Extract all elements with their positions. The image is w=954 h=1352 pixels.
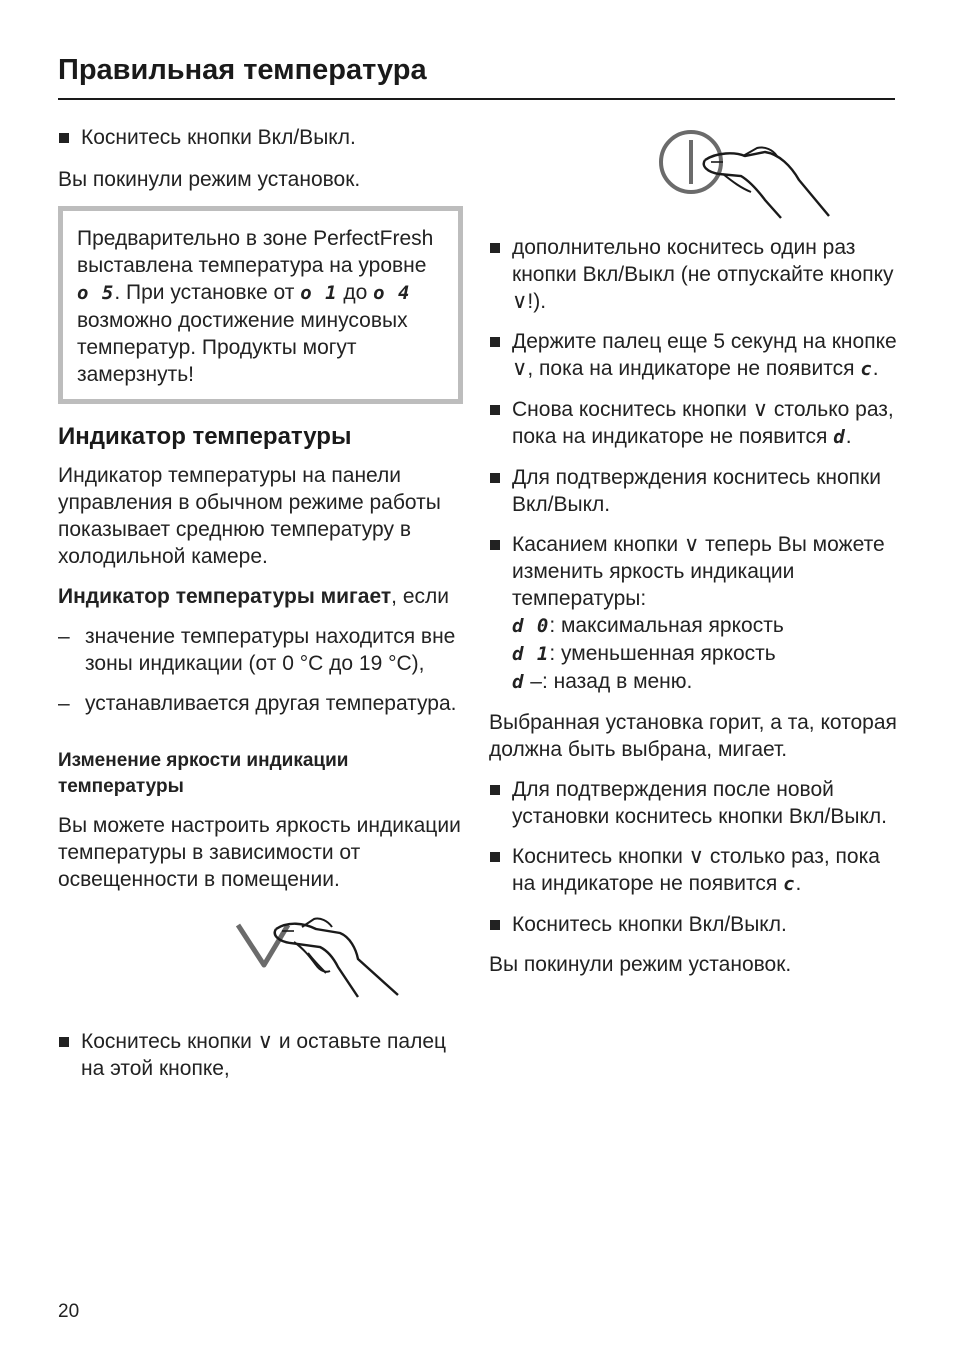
left-column <box>58 124 464 1082</box>
display-code: c <box>860 358 873 380</box>
step-touch-down-until-d: Снова коснитесь кнопки ∨ столько раз, пока на индикаторе не появится d. <box>489 396 899 451</box>
final-text: Вы покинули режим установок. <box>489 953 792 976</box>
display-code: d <box>833 426 846 448</box>
section-title-temperature-indicator: Индикатор температуры <box>58 423 352 450</box>
display-code: d <box>512 671 525 693</box>
warning-note-box <box>58 206 463 404</box>
selection-note: Выбранная установка горит, а та, которая должна быть выбрана, мигает. <box>489 711 897 761</box>
brightness-text: Вы можете настроить яркость индикации температуры в зависимости от освещенности в помещении. <box>58 814 461 891</box>
dash-item: – устанавливается другая температура. <box>58 690 464 717</box>
brightness-level: d 0: максимальная яркость <box>512 614 784 637</box>
page-number: 20 <box>58 1301 80 1322</box>
step-confirm-new-setting: Для подтверждения после новой установки коснитесь кнопки Вкл/Выкл. <box>489 776 899 830</box>
step-change-brightness: Касанием кнопки ∨ теперь Вы можете изменить яркость индикации температуры: d 0: максимальная яркость d 1: уменьшенная яркость d –: назад в меню. <box>489 531 899 696</box>
brightness-title: Изменение яркости индикации температуры <box>58 750 349 797</box>
display-code: o 1 <box>300 282 338 304</box>
step-touch-down-until-c: Коснитесь кнопки ∨ столько раз, пока на индикаторе не появится c. <box>489 843 899 898</box>
display-code: o 5 <box>77 282 115 304</box>
brightness-level: d –: назад в меню. <box>512 670 693 693</box>
blink-intro: Индикатор температуры мигает, если <box>58 585 450 608</box>
dash-item: – значение температуры находится вне зоны индикации (от 0 °C до 19 °C), <box>58 623 464 677</box>
step-hold-five-seconds: Держите палец еще 5 секунд на кнопке ∨, пока на индикаторе не появится c. <box>489 328 899 383</box>
step-confirm: Для подтверждения коснитесь кнопки Вкл/Выкл. <box>489 464 899 518</box>
right-column <box>489 124 899 978</box>
display-code: d 0 <box>512 615 550 637</box>
onoff-button-touch-illustration <box>529 126 939 226</box>
left-settings-text: Вы покинули режим установок. <box>58 168 361 191</box>
warning-note-text: Предварительно в зоне PerfectFresh выставлена температура на уровне o 5. При установке от o 1 до o 4 возможно достижение минусовых температур. Продукты могут замерзнуть! <box>77 227 434 386</box>
step-touch-onoff: Коснитесь кнопки Вкл/Выкл. <box>58 124 464 151</box>
brightness-level: d 1: уменьшенная яркость <box>512 642 776 665</box>
down-button-touch-illustration <box>58 909 464 1004</box>
step-hold-down-button: Коснитесь кнопки ∨ и оставьте палец на этой кнопке, <box>58 1028 464 1082</box>
display-code: d 1 <box>512 643 550 665</box>
display-code: c <box>783 873 796 895</box>
page-title: Правильная температура <box>58 54 427 86</box>
title-rule <box>58 98 895 100</box>
step-final-onoff: Коснитесь кнопки Вкл/Выкл. <box>489 911 899 938</box>
step-extra-touch-onoff: дополнительно коснитесь один раз кнопки Вкл/Выкл (не отпускайте кнопку ∨!). <box>489 234 899 315</box>
display-code: o 4 <box>373 282 411 304</box>
section-text: Индикатор температуры на панели управления в обычном режиме работы показывает среднюю температуру в холодильной камере. <box>58 464 441 568</box>
